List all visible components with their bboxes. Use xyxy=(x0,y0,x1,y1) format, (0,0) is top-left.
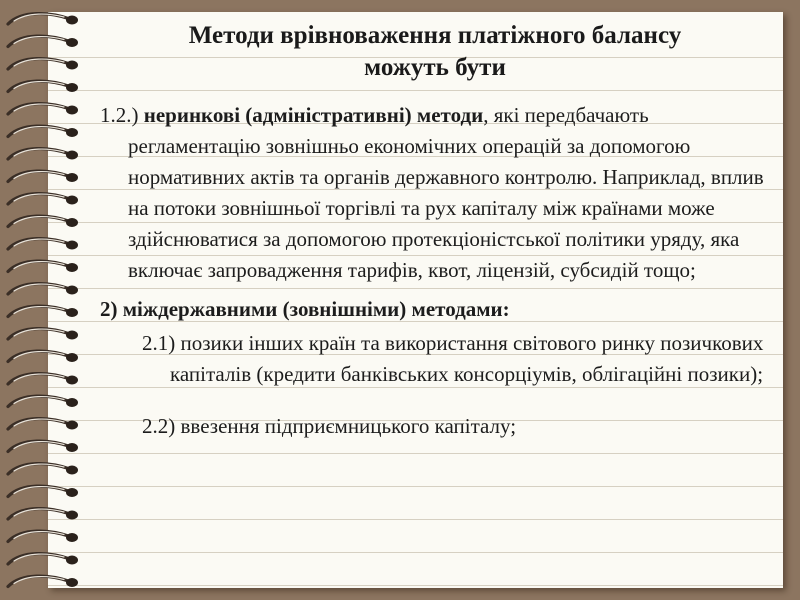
item-emphasis: неринкові (адміністративні) методи xyxy=(143,103,484,127)
spiral-hole xyxy=(66,263,78,272)
spiral-hole xyxy=(66,16,78,25)
sublist-item-2-2: 2.2) ввезення підприємницького капіталу; xyxy=(142,414,517,438)
spiral-hole xyxy=(66,353,78,362)
slide-title xyxy=(115,20,755,84)
spiral-hole xyxy=(66,511,78,520)
spiral-hole xyxy=(66,83,78,92)
spiral-hole xyxy=(66,308,78,317)
spiral-hole xyxy=(66,376,78,385)
spiral-hole xyxy=(66,533,78,542)
spiral-hole xyxy=(66,466,78,475)
item-prefix: 1.2.) xyxy=(100,103,144,127)
item-heading: 2) міждержавними (зовнішніми) методами: xyxy=(100,297,510,321)
spiral-hole xyxy=(66,218,78,227)
title-line-1: Методи врівноваження платіжного балансу xyxy=(188,22,682,49)
spiral-hole xyxy=(66,106,78,115)
list-item-1-2 xyxy=(100,100,770,286)
slide-body xyxy=(100,100,770,463)
title-line-2: можуть бути xyxy=(364,54,506,81)
spiral-hole xyxy=(66,488,78,497)
spiral-binding-icon xyxy=(0,0,110,600)
spiral-hole xyxy=(66,286,78,295)
spiral-hole xyxy=(66,578,78,587)
sublist-item-2-1: 2.1) позики інших країн та використання світового ринку позичкових капіталів (кредити банківських консорціумів, облігаційні позики); xyxy=(142,331,764,386)
spiral-hole xyxy=(66,421,78,430)
item-text: , які передбачають регламентацію зовнішньо економічних операцій за допомогою нормативних актів та органів державного контролю. Наприклад, вплив на потоки зовнішньої торгівлі та рух капіталу між країнами може здійснюватися за допомогою протекціоністської політики уряду, яка включає запровадження тарифів, квот, ліцензій, субсидій тощо; xyxy=(128,103,764,282)
list-item-2 xyxy=(100,294,770,325)
spiral-hole xyxy=(66,398,78,407)
spiral-hole xyxy=(66,151,78,160)
spiral-hole xyxy=(66,443,78,452)
spiral-hole xyxy=(66,38,78,47)
spiral-hole xyxy=(66,61,78,70)
spiral-hole xyxy=(66,128,78,137)
spiral-hole xyxy=(66,241,78,250)
spiral-hole xyxy=(66,331,78,340)
spiral-hole xyxy=(66,196,78,205)
spiral-hole xyxy=(66,556,78,565)
spiral-hole xyxy=(66,173,78,182)
